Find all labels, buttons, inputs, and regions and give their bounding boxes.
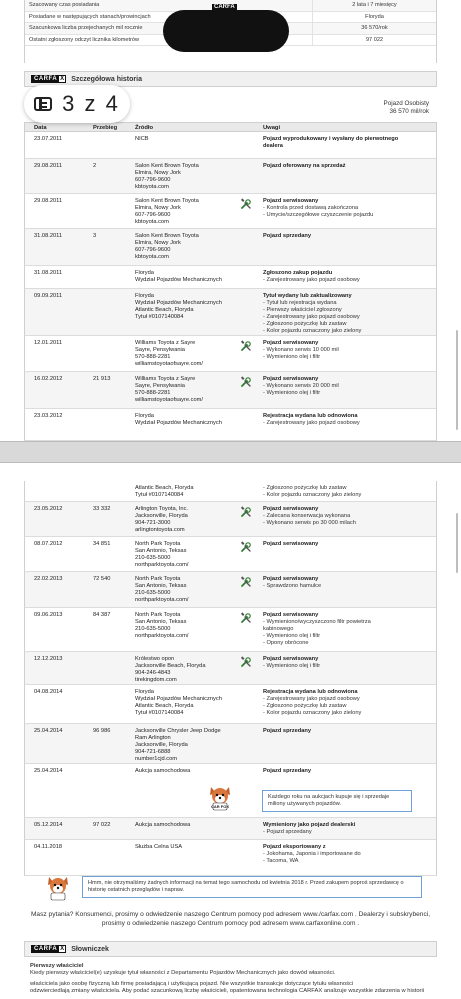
row-date: 09.09.2011 xyxy=(34,293,63,299)
source-line: Królestwo opon xyxy=(135,656,175,662)
row-date: 23.03.2012 xyxy=(34,413,63,419)
note-detail: - Opony obrócone xyxy=(263,640,309,646)
row-notes xyxy=(263,576,433,590)
summary-value: Floryda xyxy=(312,12,436,23)
source-line: Floryda xyxy=(135,293,154,299)
row-notes xyxy=(263,293,433,335)
source-line: Williams Toyota z Sayre xyxy=(135,376,196,382)
summary-label: Szacowany czas posiadania xyxy=(29,2,100,9)
source-line: kbtoyota.com xyxy=(135,184,169,190)
history-row xyxy=(24,724,437,764)
source-line: Jacksonville Chrysler Jeep Dodge xyxy=(135,728,221,734)
row-mileage: 3 xyxy=(93,233,97,239)
history-row xyxy=(24,818,437,840)
row-source xyxy=(135,541,235,569)
carfax-logo: CARFA X xyxy=(31,75,66,83)
source-line: Wydział Pojazdów Mechanicznych xyxy=(135,300,222,306)
row-source xyxy=(135,612,235,640)
scrollbar[interactable] xyxy=(456,513,458,573)
source-line: San Antonio, Teksas xyxy=(135,548,187,554)
history-row xyxy=(24,502,437,537)
source-line: Arlington Toyota, Inc. xyxy=(135,506,189,512)
source-line: Salon Kent Brown Toyota xyxy=(135,163,199,169)
history-row xyxy=(24,336,437,372)
source-line: tirekingdom.com xyxy=(135,677,177,683)
source-line: Williams Toyota z Sayre xyxy=(135,340,196,346)
note-detail: - Tacoma, WA xyxy=(263,858,299,864)
page-indicator[interactable] xyxy=(24,85,130,123)
note-heading: Rejestracja wydana lub odnowiona xyxy=(263,413,358,419)
source-line: Jacksonville, Floryda xyxy=(135,742,188,748)
source-line: Atlantic Beach, Floryda xyxy=(135,485,194,491)
source-line: Salon Kent Brown Toyota xyxy=(135,233,199,239)
summary-label: Posiadane w następujących stanach/prowincjach xyxy=(29,13,151,20)
note-heading: dealera xyxy=(263,143,283,149)
row-notes xyxy=(263,768,433,775)
history-row xyxy=(24,229,437,266)
glossary-line: odzwierciedlają zmiany właściciela. Aby podać szacunkową liczbę właścicieli, opatentowana technologia CARFAX analizuje wszystkie zdarzenia w historii xyxy=(30,988,425,994)
note-detail: - Pojazd sprzedany xyxy=(263,829,312,835)
row-mileage: 33 332 xyxy=(93,506,111,512)
row-date: 22.02.2013 xyxy=(34,576,63,582)
note-heading: Pojazd serwisowany xyxy=(263,576,319,582)
note-heading: Pojazd serwisowany xyxy=(263,612,319,618)
service-wrench-icon xyxy=(240,340,252,352)
source-line: Służba Celna USA xyxy=(135,844,183,850)
source-line: Tytuł #0107140084 xyxy=(135,710,184,716)
note-detail: - Tytuł lub rejestracja wydana xyxy=(263,300,337,306)
row-date: 08.07.2012 xyxy=(34,541,63,547)
source-line: 607-796-9600 xyxy=(135,177,171,183)
history-table-header xyxy=(24,122,437,132)
source-line: kbtoyota.com xyxy=(135,254,169,260)
row-notes xyxy=(263,506,433,527)
row-source xyxy=(135,163,235,191)
source-line: Sayre, Pensylwania xyxy=(135,383,185,389)
row-source xyxy=(135,576,235,604)
summary-label: Szacunkowa liczba przejechanych mil rocznie xyxy=(29,25,143,32)
note-heading: Pojazd wyprodukowany i wysłany do pierwotnego xyxy=(263,136,399,142)
history-row xyxy=(24,194,437,229)
note-detail: - Kontrola przed dostawą zakończona xyxy=(263,205,359,211)
source-line: Jacksonville, Floryda xyxy=(135,513,188,519)
source-line: 210-635-5000 xyxy=(135,555,171,561)
row-mileage: 21 913 xyxy=(93,376,111,382)
row-source xyxy=(135,413,235,427)
source-line: 210-635-5000 xyxy=(135,626,171,632)
source-line: Sayre, Pensylwania xyxy=(135,347,185,353)
source-line: 210-635-5000 xyxy=(135,590,171,596)
row-date: 16.02.2012 xyxy=(34,376,63,382)
row-source xyxy=(135,768,235,775)
summary-value: 2 lata i 7 miesięcy xyxy=(312,0,436,11)
row-source xyxy=(135,233,235,261)
no-recent-info-callout: Hmm, nie otrzymaliśmy żadnych informacji na temat tego samochodu od kwietnia 2018 r. Przed zakupem poproś sprzedawcę o historię ostatnich przeglądów i napraw. xyxy=(82,876,422,898)
row-notes xyxy=(263,198,433,219)
glossary-title: Słowniczek xyxy=(71,945,109,953)
report-page-4 xyxy=(0,463,461,999)
row-mileage: 2 xyxy=(93,163,97,169)
history-row xyxy=(24,685,437,724)
source-line: 570-888-2281 xyxy=(135,354,171,360)
source-line: Floryda xyxy=(135,270,154,276)
row-source xyxy=(135,844,235,851)
history-row xyxy=(24,840,437,876)
row-mileage: 97 022 xyxy=(93,822,111,828)
row-source xyxy=(135,198,235,226)
report-page-3 xyxy=(0,0,461,441)
source-line: NICB xyxy=(135,136,149,142)
note-detail: - Zgłoszono pożyczkę lub zastaw xyxy=(263,321,347,327)
source-line: northparktoyota.com/ xyxy=(135,633,189,639)
help-footer: Masz pytania? Konsumenci, prosimy o odwiedzenie naszego Centrum pomocy pod adresem www./carfax.com . Dealerzy i subskrybenci, prosimy o odwiedzenie naszego Centrum pomocy pod adresem www.carfaxonline.com . xyxy=(30,911,431,927)
source-line: northparktoyota.com/ xyxy=(135,562,189,568)
vehicle-type-label: Pojazd Osobisty xyxy=(383,100,429,107)
note-heading: Pojazd sprzedany xyxy=(263,768,312,774)
note-detail: - Kolor pojazdu oznaczony jako zielony xyxy=(263,328,362,334)
source-line: San Antonio, Teksas xyxy=(135,583,187,589)
history-row xyxy=(24,572,437,608)
source-line: San Antonio, Teksas xyxy=(135,619,187,625)
row-date: 25.04.2014 xyxy=(34,728,63,734)
row-date: 12.01.2011 xyxy=(34,340,63,346)
glossary-body xyxy=(24,963,437,995)
source-line: Wydział Pojazdów Mechanicznych xyxy=(135,696,222,702)
source-line: Tytuł #0107140084 xyxy=(135,492,184,498)
row-notes xyxy=(263,844,433,865)
note-detail: - Wykonano serwis 10 000 mil xyxy=(263,347,339,353)
row-notes xyxy=(263,270,433,284)
history-row xyxy=(24,289,437,336)
row-notes xyxy=(263,233,433,240)
row-date: 12.12.2013 xyxy=(34,656,63,662)
row-date: 29.08.2011 xyxy=(34,163,63,169)
history-row xyxy=(24,132,437,159)
glossary-line: Kiedy pierwszy właściciel(e) uzyskuje tytuł własności z Departamentu Pojazdów Mechanicznych jako dowód własności. xyxy=(30,970,336,976)
history-row xyxy=(24,266,437,289)
source-line: 904-246-4843 xyxy=(135,670,171,676)
source-line: Elmira, Nowy Jork xyxy=(135,205,181,211)
source-line: williamstoyotaofsayre.com/ xyxy=(135,397,203,403)
row-source xyxy=(135,656,235,684)
source-line: williamstoyotaofsayre.com/ xyxy=(135,361,203,367)
row-notes xyxy=(263,612,433,647)
source-line: kbtoyota.com xyxy=(135,219,169,225)
note-detail: - Zarejestrowany jako pojazd osobowy xyxy=(263,696,360,702)
note-heading: Pojazd eksportowany z xyxy=(263,844,326,850)
source-line: Salon Kent Brown Toyota xyxy=(135,198,199,204)
note-heading: Pojazd serwisowany xyxy=(263,506,319,512)
note-heading: Pojazd serwisowany xyxy=(263,376,319,382)
carfax-logo: CARFA X xyxy=(31,945,66,953)
note-detail: - Zgłoszono pożyczkę lub zastaw xyxy=(263,485,347,491)
source-line: Atlantic Beach, Floryda xyxy=(135,307,194,313)
note-heading: Pojazd serwisowany xyxy=(263,541,319,547)
service-wrench-icon xyxy=(240,656,252,668)
note-detail: kabinowego xyxy=(263,626,294,632)
section-title: Szczegółowa historia xyxy=(71,75,142,83)
row-date: 31.08.2011 xyxy=(34,233,63,239)
note-detail: - Wymieniono olej i filtr xyxy=(263,633,321,639)
note-detail: - Zarejestrowany jako pojazd osobowy xyxy=(263,420,360,426)
note-detail: - Wymieniono olej i filtr xyxy=(263,663,321,669)
note-heading: Pojazd sprzedany xyxy=(263,233,312,239)
row-source xyxy=(135,340,235,368)
note-heading: Pojazd sprzedany xyxy=(263,728,312,734)
row-source xyxy=(135,485,235,499)
row-date: 29.08.2011 xyxy=(34,198,63,204)
note-detail: - Wykonano serwis po 30 000 milach xyxy=(263,520,356,526)
row-source xyxy=(135,136,235,143)
row-notes xyxy=(263,656,433,670)
col-notes: Uwagi xyxy=(263,125,281,131)
source-line: Floryda xyxy=(135,689,154,695)
note-detail: - Zarejestrowany jako pojazd osobowy xyxy=(263,314,360,320)
source-line: 904-721-6888 xyxy=(135,749,171,755)
history-row xyxy=(24,372,437,409)
row-notes xyxy=(263,376,433,397)
source-line: Aukcja samochodowa xyxy=(135,822,191,828)
note-detail: - Zalecana konserwacja wykonana xyxy=(263,513,351,519)
note-detail: - Kolor pojazdu oznaczony jako zielony xyxy=(263,710,362,716)
service-wrench-icon xyxy=(240,376,252,388)
row-date: 04.08.2014 xyxy=(34,689,63,695)
source-line: Atlantic Beach, Floryda xyxy=(135,703,194,709)
note-detail: - Wymieniono/wyczyszczono filtr powietrza xyxy=(263,619,371,625)
summary-label: Ostatni zgłoszony odczyt licznika kilometrów xyxy=(29,36,140,43)
row-date: 31.08.2011 xyxy=(34,270,63,276)
row-notes xyxy=(263,541,433,548)
service-wrench-icon xyxy=(240,198,252,210)
note-heading: Zgłoszono zakup pojazdu xyxy=(263,270,333,276)
row-notes xyxy=(263,485,433,499)
note-detail: - Wykonano serwis 20 000 mil xyxy=(263,383,339,389)
row-date: 23.07.2011 xyxy=(34,136,63,142)
source-line: 904-721-3000 xyxy=(135,520,171,526)
note-heading: Pojazd oferowany na sprzedaż xyxy=(263,163,346,169)
row-source xyxy=(135,728,235,763)
glossary-section-header xyxy=(24,941,437,957)
carfax-logo: CARFA xyxy=(212,4,268,13)
row-date: 09.06.2013 xyxy=(34,612,63,618)
page-separator xyxy=(0,441,461,463)
row-date: 23.05.2012 xyxy=(34,506,63,512)
row-notes xyxy=(263,822,433,836)
note-heading: Pojazd serwisowany xyxy=(263,656,319,662)
carfox-label: CAR FOX xyxy=(211,804,229,809)
pages-icon xyxy=(34,97,52,111)
source-line: northparktoyota.com/ xyxy=(135,597,189,603)
source-line: Ram Arlington xyxy=(135,735,171,741)
note-detail: - Kolor pojazdu oznaczony jako zielony xyxy=(263,492,362,498)
miles-per-year: 36 570 mil/rok xyxy=(389,108,429,115)
vehicle-usage xyxy=(384,100,430,116)
scrollbar[interactable] xyxy=(456,330,458,430)
service-wrench-icon xyxy=(240,506,252,518)
service-wrench-icon xyxy=(240,576,252,588)
source-line: Wydział Pojazdów Mechanicznych xyxy=(135,277,222,283)
note-detail: - Wymieniono olej i filtr xyxy=(263,354,321,360)
glossary-line: właściciela jako osobę fizyczną lub firmę posiadającą i użytkującą pojazd. Nie wszystkie transakcje dotyczące tytułu własności xyxy=(30,981,354,987)
history-row xyxy=(24,537,437,572)
row-date: 25.04.2014 xyxy=(34,768,63,774)
row-source xyxy=(135,689,235,717)
col-source: Źródło xyxy=(135,125,154,131)
source-line: 607-796-9600 xyxy=(135,247,171,253)
note-heading: Rejestracja wydana lub odnowiona xyxy=(263,689,358,695)
page-indicator-text: 3 z 4 xyxy=(62,91,120,116)
row-mileage: 96 986 xyxy=(93,728,111,734)
redacted-area xyxy=(163,10,289,52)
history-row xyxy=(24,652,437,685)
source-line: Tytuł #0107140084 xyxy=(135,314,184,320)
source-line: Elmira, Nowy Jork xyxy=(135,240,181,246)
row-notes xyxy=(263,163,433,170)
row-notes xyxy=(263,728,433,735)
row-source xyxy=(135,293,235,321)
source-line: Elmira, Nowy Jork xyxy=(135,170,181,176)
note-detail: - Sprawdzono hamulce xyxy=(263,583,322,589)
row-notes xyxy=(263,340,433,361)
service-wrench-icon xyxy=(240,612,252,624)
col-km: Przebieg xyxy=(93,125,118,131)
source-line: North Park Toyota xyxy=(135,612,181,618)
row-source xyxy=(135,270,235,284)
row-mileage: 72 540 xyxy=(93,576,111,582)
note-heading: Tytuł wydany lub zaktualizowany xyxy=(263,293,352,299)
history-row xyxy=(24,159,437,194)
note-detail: - Zarejestrowany jako pojazd osobowy xyxy=(263,277,360,283)
history-row xyxy=(24,608,437,652)
row-source xyxy=(135,822,235,829)
row-mileage: 84 387 xyxy=(93,612,111,618)
row-notes xyxy=(263,413,433,427)
note-heading: Wymieniony jako pojazd dealerski xyxy=(263,822,356,828)
source-line: arlingtontoyota.com xyxy=(135,527,185,533)
source-line: 607-796-9600 xyxy=(135,212,171,218)
row-source xyxy=(135,376,235,404)
col-date: Data xyxy=(34,125,47,131)
source-line: Jacksonville Beach, Floryda xyxy=(135,663,206,669)
note-detail: - Wymieniono olej i filtr xyxy=(263,390,321,396)
auction-callout: Każdego roku na aukcjach kupuje się i sprzedaje miliony używanych pojazdów. xyxy=(262,790,412,812)
summary-value: 97 022 xyxy=(312,35,436,46)
glossary-term: Pierwszy właściciel xyxy=(30,963,84,969)
source-line: North Park Toyota xyxy=(135,576,181,582)
row-date: 04.11.2018 xyxy=(34,844,63,850)
carfox-mascot-icon xyxy=(44,873,72,901)
source-line: Aukcja samochodowa xyxy=(135,768,191,774)
row-source xyxy=(135,506,235,534)
history-row xyxy=(24,409,437,441)
note-detail: - Pierwszy właściciel zgłoszony xyxy=(263,307,342,313)
note-detail: - Zgłoszono pożyczkę lub zastaw xyxy=(263,703,347,709)
row-date: 05.12.2014 xyxy=(34,822,63,828)
note-detail: - Umycie/szczegółowe czyszczenie pojazdu xyxy=(263,212,374,218)
row-mileage: 34 851 xyxy=(93,541,111,547)
source-line: Wydział Pojazdów Mechanicznych xyxy=(135,420,222,426)
note-heading: Pojazd serwisowany xyxy=(263,198,319,204)
row-notes xyxy=(263,136,433,150)
note-detail: - Jokohama, Japonia i importowane do xyxy=(263,851,361,857)
source-line: Floryda xyxy=(135,413,154,419)
source-line: number1cjd.com xyxy=(135,756,178,762)
source-line: 570-888-2281 xyxy=(135,390,171,396)
service-wrench-icon xyxy=(240,541,252,553)
summary-value: 36 570/rok xyxy=(312,23,436,34)
source-line: North Park Toyota xyxy=(135,541,181,547)
row-notes xyxy=(263,689,433,717)
note-heading: Pojazd serwisowany xyxy=(263,340,319,346)
history-row xyxy=(24,481,437,502)
